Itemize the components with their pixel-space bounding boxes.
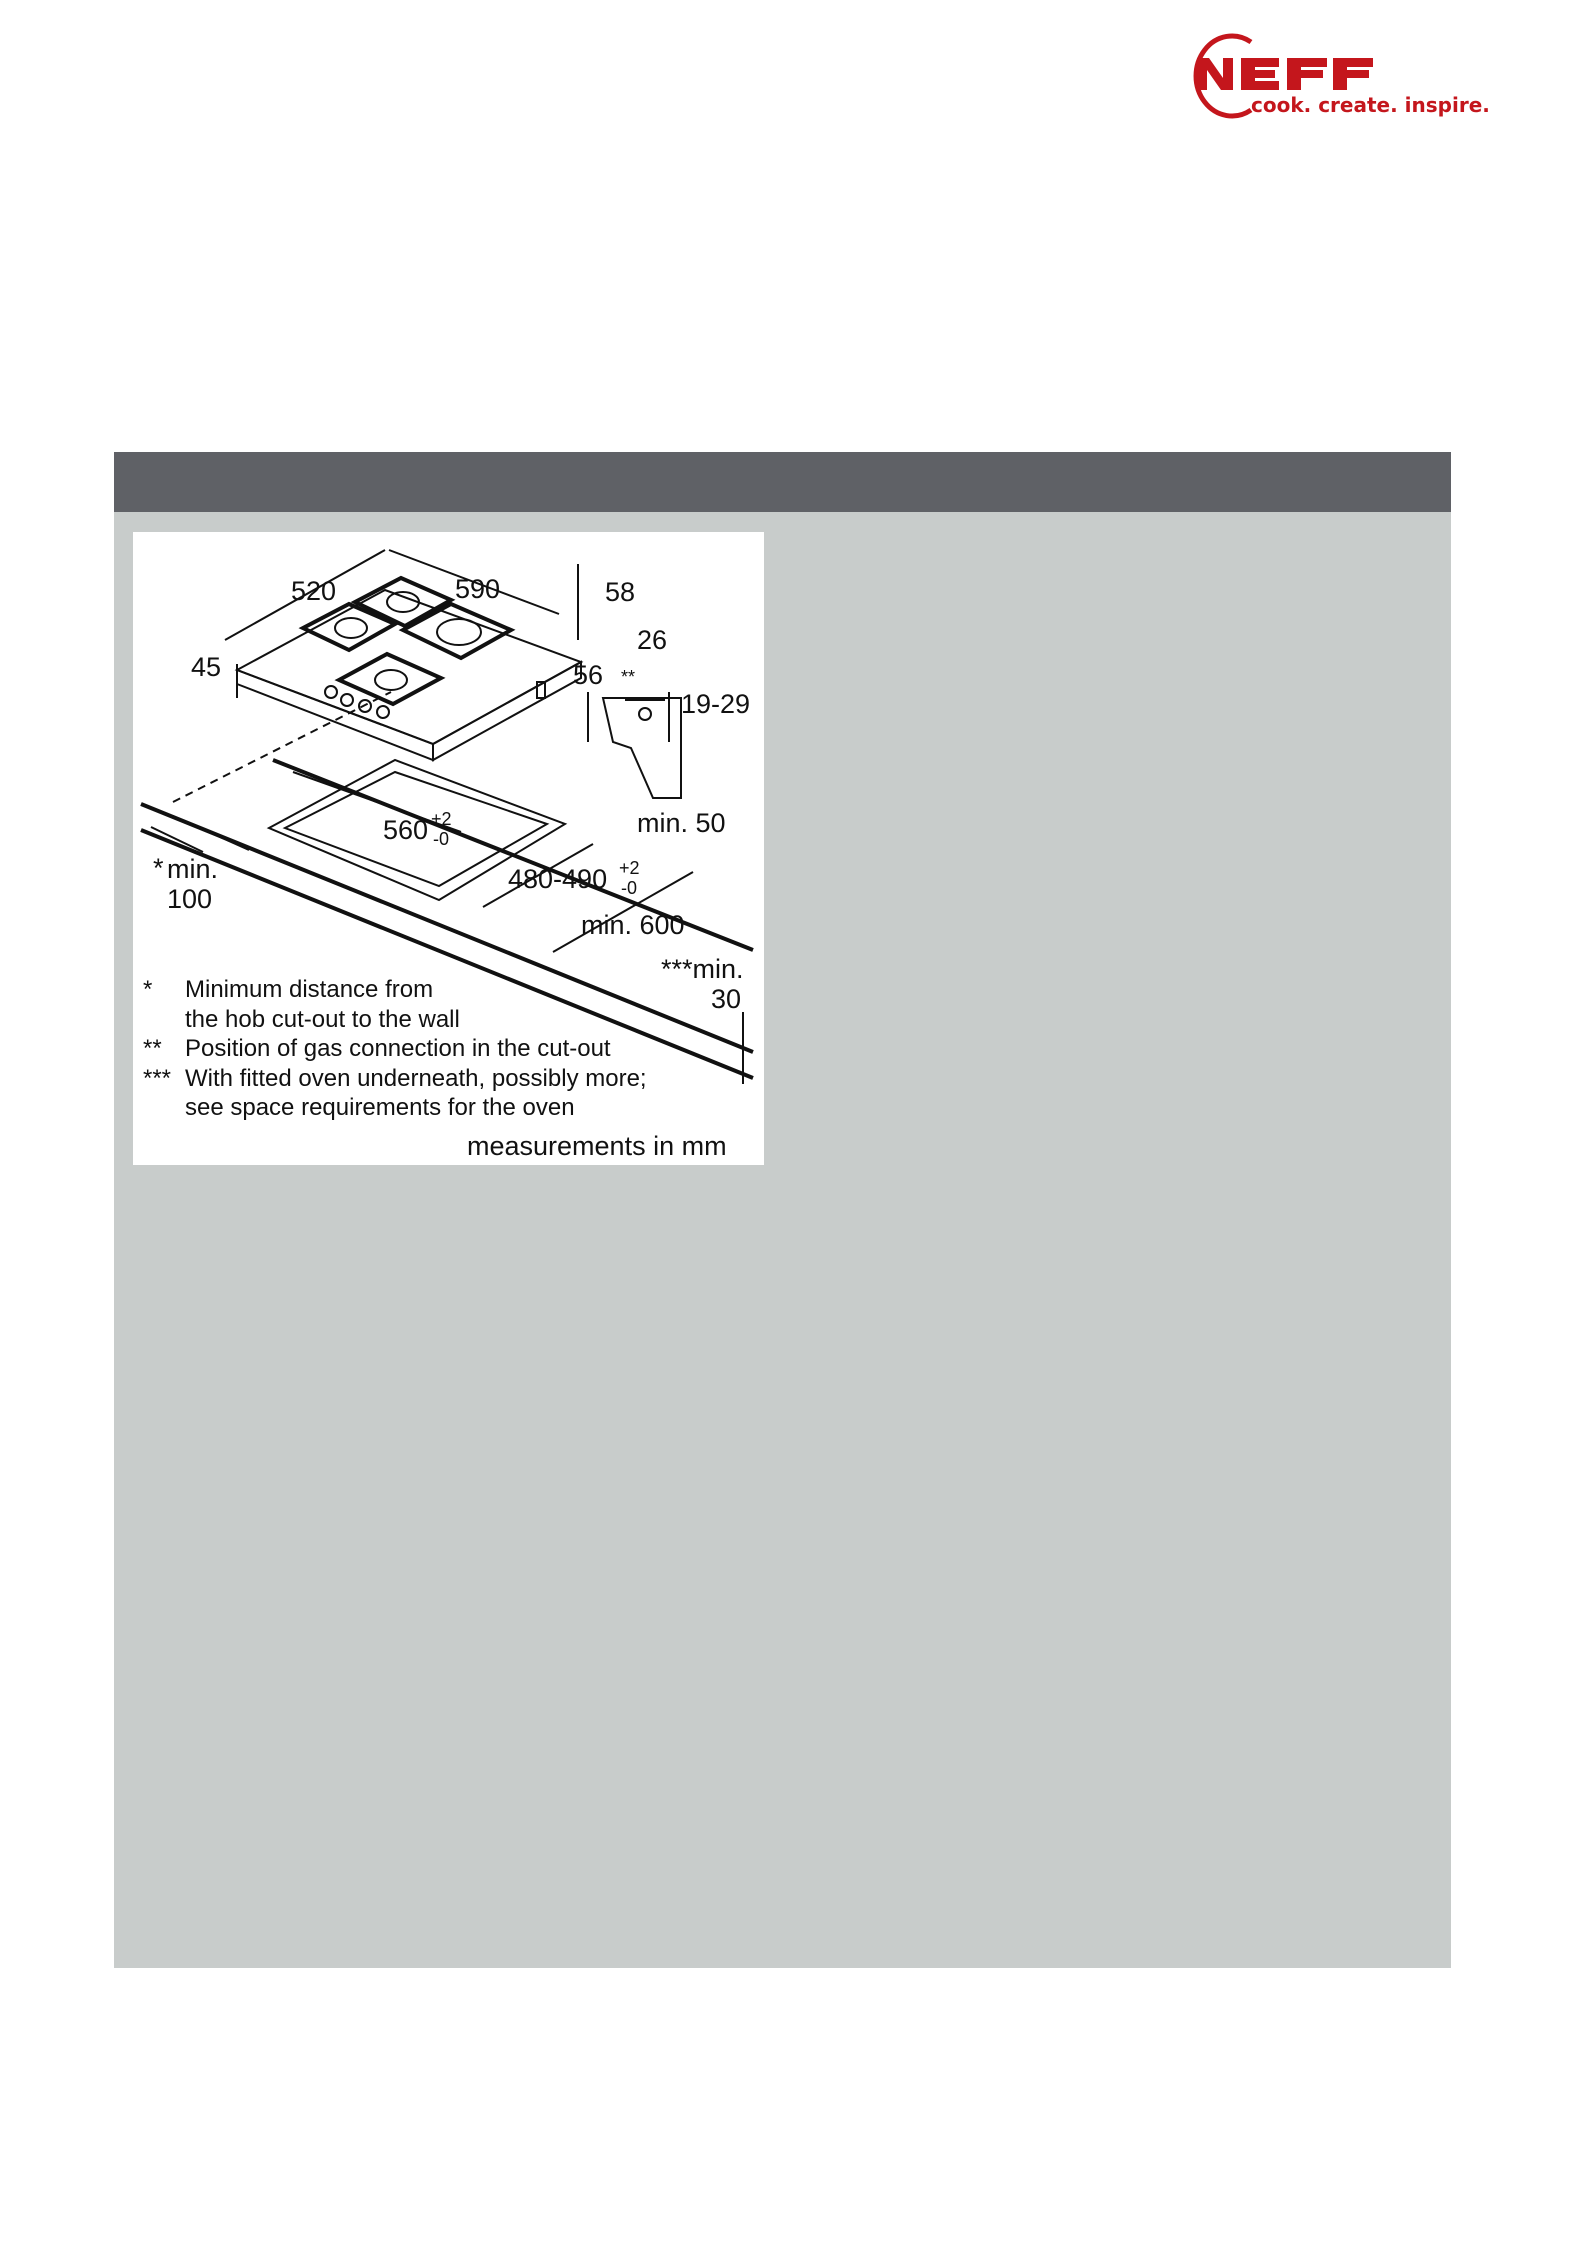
slogan: cook. create. inspire. [1251,93,1490,117]
note-3-line-1: With fitted oven underneath, possibly more; [185,1065,647,1092]
burner-1 [335,618,367,638]
note-2-mark: ** [143,1035,162,1062]
hob-front-side [237,670,433,760]
dim-star: * [153,853,164,883]
section-header-bar [114,452,1451,512]
hob-right-side [433,662,581,760]
hob-top [237,590,581,744]
grate-back-right [355,578,451,626]
dim-480-tol-down: -0 [621,878,638,898]
neff-wordmark [1197,58,1373,90]
burner-3 [375,670,407,690]
dim-560: 560 [383,815,429,845]
grate-front [339,654,441,704]
dim-520: 520 [291,576,337,606]
knob-1 [325,686,337,698]
dim-min-100-a: min. [167,854,219,884]
dim-min-600: min. 600 [581,910,685,940]
dim-min-30-b: 30 [711,984,742,1014]
units-label: measurements in mm [467,1131,727,1161]
dim-480-tol-up: +2 [619,858,640,878]
burner-wok [437,619,481,645]
installation-drawing [133,532,764,1165]
gas-connection-marker [639,708,651,720]
note-1-line-1: Minimum distance from [185,976,434,1003]
note-3-line-2: see space requirements for the oven [185,1094,575,1121]
note-3-mark: *** [143,1065,172,1092]
burner-2 [387,592,419,612]
dim-45: 45 [191,652,222,682]
dim-line-100 [173,816,249,850]
note-1-mark: * [143,976,153,1003]
note-1-line-2: the hob cut-out to the wall [185,1006,460,1033]
dim-19-29: 19-29 [681,689,751,719]
dim-26: 26 [637,625,668,655]
dashed-guide [173,692,391,802]
knob-2 [341,694,353,706]
dim-min-50: min. 50 [637,808,726,838]
dim-480-490: 480-490 [508,864,608,894]
neff-logo [1175,22,1515,122]
dashed-guide-2 [151,827,203,852]
knob-4 [377,706,389,718]
dim-590: 590 [455,574,501,604]
dim-560-tol-up: +2 [431,809,452,829]
dim-560-tol-down: -0 [433,829,450,849]
dim-56: 56 [573,660,604,690]
dim-min-30-a: ***min. [661,954,744,984]
dimension-diagram [133,532,764,1165]
dim-58: 58 [605,577,636,607]
dim-min-100-b: 100 [167,884,213,914]
note-2-line-1: Position of gas connection in the cut-out [185,1035,611,1062]
dim-gas-mark: ** [621,667,636,687]
